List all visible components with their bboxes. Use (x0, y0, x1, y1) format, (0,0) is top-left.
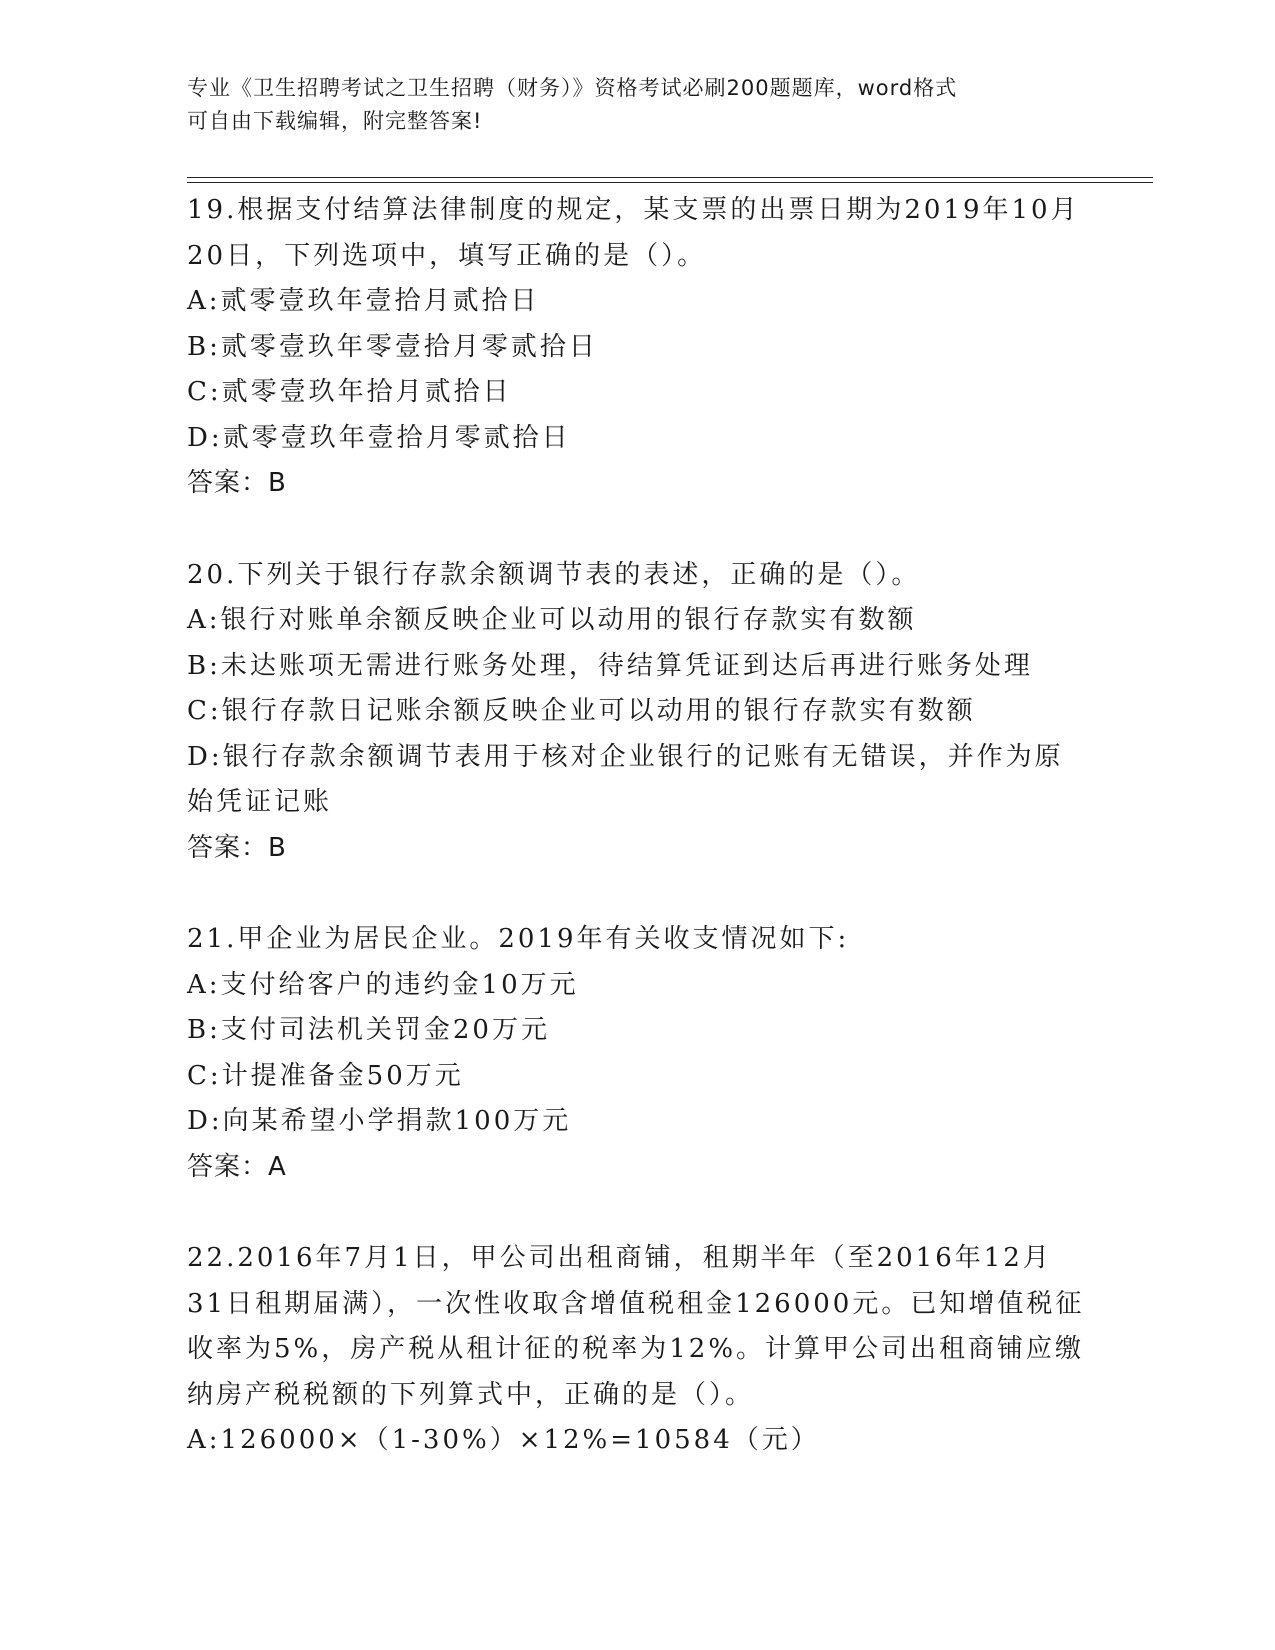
question-stem-line: 收率为5%，房产税从租计征的税率为12%。计算甲公司出租商铺应缴 (187, 1334, 1085, 1364)
question-stem-line: 22.2016年7月1日，甲公司出租商铺，租期半年（至2016年12月 (187, 1243, 1052, 1273)
option-c: C:计提准备金50万元 (187, 1060, 464, 1091)
question-stem-line: 20日，下列选项中，填写正确的是（）。 (187, 240, 707, 271)
question-stem-line: 20.下列关于银行存款余额调节表的表述，正确的是（）。 (187, 559, 921, 590)
option-a: A:贰零壹玖年壹拾月贰拾日 (187, 286, 540, 316)
option-a: A:银行对账单余额反映企业可以动用的银行存款实有数额 (187, 605, 917, 635)
question-stem-line: 31日租期届满），一次性收取含增值税租金126000元。已知增值税征 (187, 1288, 1085, 1319)
question-stem-line: 21.甲企业为居民企业。2019年有关收支情况如下: (187, 924, 850, 954)
option-d-continued: 始凭证记账 (187, 787, 333, 817)
header-rule-top (187, 177, 1153, 178)
option-d: D:银行存款余额调节表用于核对企业银行的记账有无错误，并作为原 (187, 741, 1064, 772)
answer: 答案：A (187, 1151, 287, 1182)
option-b: B:支付司法机关罚金20万元 (187, 1015, 550, 1045)
question-21 (187, 917, 1087, 1190)
question-list (187, 188, 1087, 1510)
option-d: D:向某希望小学捐款100万元 (187, 1106, 572, 1136)
question-19 (187, 188, 1087, 507)
header-line-1: 专业《卫生招聘考试之卫生招聘（财务）》资格考试必刷200题题库，word格式 (187, 76, 958, 100)
header-line-2: 可自由下载编辑，附完整答案! (187, 109, 483, 133)
answer: 答案：B (187, 468, 287, 498)
option-b: B:未达账项无需进行账务处理，待结算凭证到达后再进行账务处理 (187, 650, 1033, 681)
answer: 答案：B (187, 832, 287, 863)
option-b: B:贰零壹玖年零壹拾月零贰拾日 (187, 331, 598, 362)
question-22 (187, 1236, 1087, 1464)
option-a: A:支付给客户的违约金10万元 (187, 969, 579, 1000)
option-c: C:银行存款日记账余额反映企业可以动用的银行存款实有数额 (187, 696, 976, 726)
document-header (187, 72, 1087, 138)
option-a: A:126000×（1-30%）×12%=10584（元） (187, 1425, 820, 1455)
question-stem-line: 纳房产税税额的下列算式中，正确的是（）。 (187, 1379, 755, 1410)
question-stem-line: 19.根据支付结算法律制度的规定，某支票的出票日期为2019年10月 (187, 195, 1080, 225)
option-c: C:贰零壹玖年拾月贰拾日 (187, 377, 512, 407)
question-20 (187, 553, 1087, 872)
option-d: D:贰零壹玖年壹拾月零贰拾日 (187, 422, 571, 453)
header-rule-bottom (187, 182, 1153, 183)
